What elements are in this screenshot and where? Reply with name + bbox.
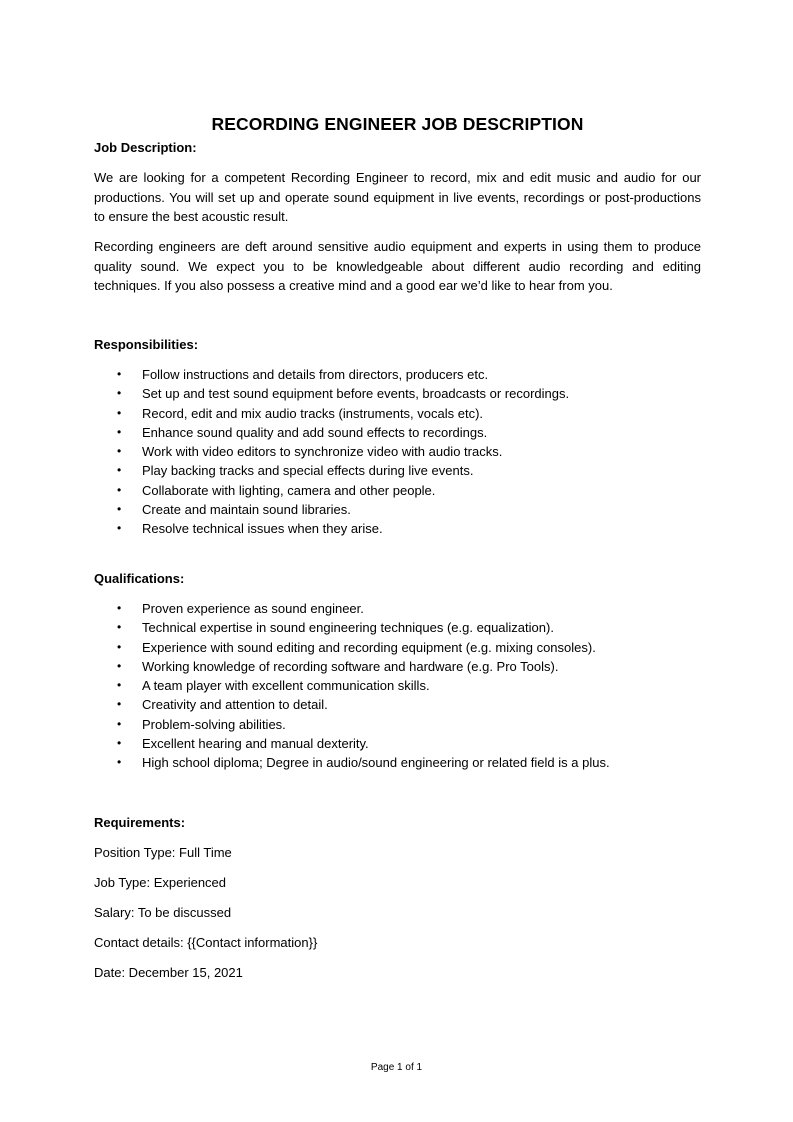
job-type: Job Type: Experienced — [94, 875, 227, 890]
list-item: • Set up and test sound equipment before events, broadcasts or recordings. — [94, 384, 701, 403]
list-item: • Enhance sound quality and add sound effects to recordings. — [94, 423, 701, 442]
bullet-icon: • — [117, 463, 122, 478]
list-item: • Follow instructions and details from directors, producers etc. — [94, 365, 701, 384]
date: Date: December 15, 2021 — [94, 965, 243, 980]
list-item: • Create and maintain sound libraries. — [94, 500, 701, 519]
bullet-icon: • — [117, 697, 122, 712]
qualifications-heading: Qualifications: — [94, 571, 185, 586]
responsibilities-heading: Responsibilities: — [94, 337, 199, 352]
salary: Salary: To be discussed — [94, 905, 232, 920]
responsibilities-list — [94, 365, 701, 539]
list-item: • Creativity and attention to detail. — [94, 695, 701, 714]
bullet-icon: • — [117, 755, 122, 770]
list-item: • Play backing tracks and special effects during live events. — [94, 461, 701, 480]
document-page — [94, 0, 701, 1122]
bullet-icon: • — [117, 736, 122, 751]
bullet-icon: • — [117, 658, 122, 673]
bullet-icon: • — [117, 444, 122, 459]
list-item: • Excellent hearing and manual dexterity. — [94, 734, 701, 753]
list-item: • Technical expertise in sound engineering techniques (e.g. equalization). — [94, 618, 701, 637]
list-item: • Proven experience as sound engineer. — [94, 599, 701, 618]
qualifications-list — [94, 599, 701, 773]
bullet-icon: • — [117, 620, 122, 635]
list-item: • Experience with sound editing and recording equipment (e.g. mixing consoles). — [94, 638, 701, 657]
page-title: RECORDING ENGINEER JOB DESCRIPTION — [211, 114, 584, 134]
list-item: • High school diploma; Degree in audio/sound engineering or related field is a plus. — [94, 753, 701, 772]
job-description-paragraph-2: Recording engineers are deft around sensitive audio equipment and experts in using them to produce quality sound. We expect you to be knowledgeable about different audio recording and editing techniques. If you also possess a creative mind and a good ear we’d like to hear from you. — [94, 239, 701, 293]
list-item: • Collaborate with lighting, camera and other people. — [94, 481, 701, 500]
bullet-icon: • — [117, 424, 122, 439]
list-item: • Work with video editors to synchronize video with audio tracks. — [94, 442, 701, 461]
list-item: • Resolve technical issues when they arise. — [94, 519, 701, 538]
bullet-icon: • — [117, 367, 122, 381]
position-type: Position Type: Full Time — [94, 845, 232, 860]
bullet-icon: • — [117, 386, 122, 401]
bullet-icon: • — [117, 521, 122, 536]
bullet-icon: • — [117, 482, 122, 497]
list-item: • Problem-solving abilities. — [94, 715, 701, 734]
bullet-icon: • — [117, 716, 122, 731]
page-footer: Page 1 of 1 — [370, 1062, 423, 1073]
contact-details: Contact details: {{Contact information}} — [94, 935, 318, 950]
requirements-heading: Requirements: — [94, 815, 186, 830]
list-item: • Working knowledge of recording software and hardware (e.g. Pro Tools). — [94, 657, 701, 676]
bullet-icon: • — [117, 601, 122, 615]
bullet-icon: • — [117, 678, 122, 693]
bullet-icon: • — [117, 405, 122, 420]
job-description-heading: Job Description: — [94, 140, 197, 155]
bullet-icon: • — [117, 639, 122, 654]
list-item: • A team player with excellent communication skills. — [94, 676, 701, 695]
list-item: • Record, edit and mix audio tracks (instruments, vocals etc). — [94, 404, 701, 423]
bullet-icon: • — [117, 502, 122, 517]
job-description-paragraph-1: We are looking for a competent Recording Engineer to record, mix and edit music and audio for our productions. You will set up and operate sound equipment in live events, recordings or post-productions to ensure the best acoustic result. — [94, 170, 701, 224]
